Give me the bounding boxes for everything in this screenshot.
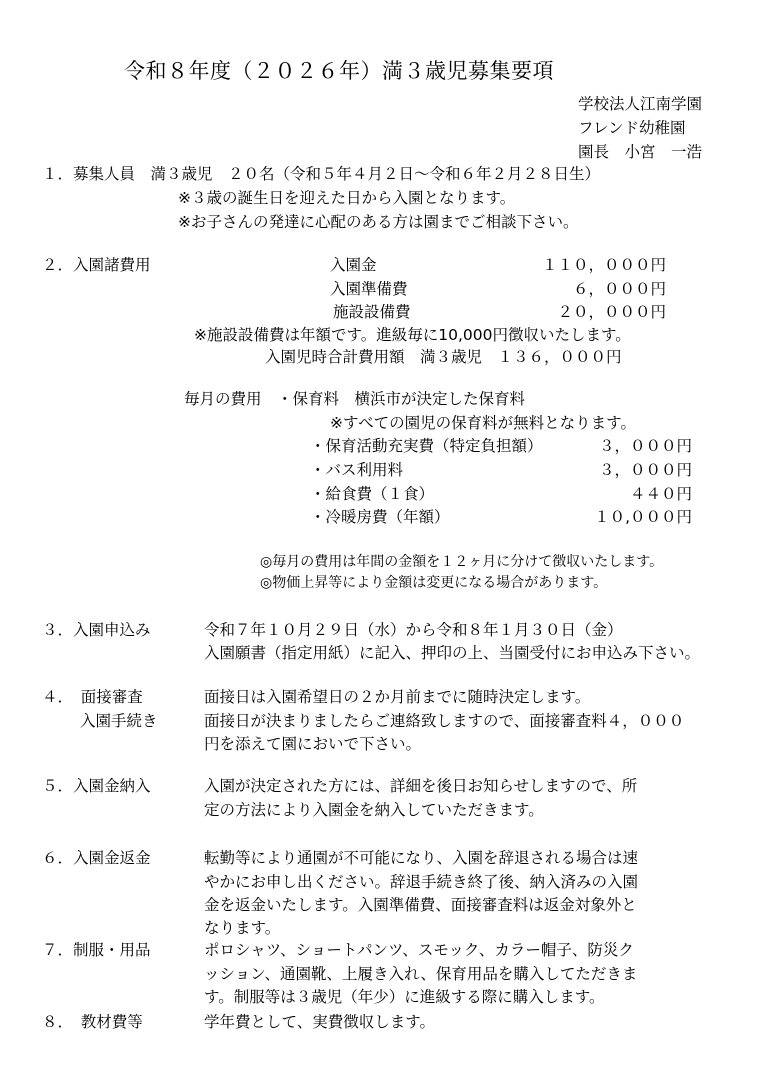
school-name: フレンド幼稚園 <box>578 119 686 137</box>
section-7-line-3: す。制服等は３歳児（年少）に進級する際に購入します。 <box>204 988 605 1006</box>
monthly-footnote-2: ◎物価上昇等により金額は変更になる場合があります。 <box>260 575 608 591</box>
fee-name: 入園準備費 <box>330 280 408 298</box>
fee-name: 入園金 <box>330 256 377 274</box>
section-6-line-2: やかにお申し出ください。辞退手続き終了後、納入済みの入園 <box>204 873 639 891</box>
fee-amount: ６，０００円 <box>572 280 666 298</box>
principal-name: 園長 小宮 一浩 <box>578 143 703 161</box>
section-4-line-3: 円を添えて園においで下さい。 <box>204 735 422 753</box>
monthly-footnote-1: ◎毎月の費用は年間の金額を１２ヶ月に分けて徴収いたします。 <box>260 554 664 570</box>
section-2-label: ２．入園諸費用 <box>42 256 151 274</box>
monthly-fee-name: ・保育活動充実費（特定負担額） <box>310 437 543 455</box>
school-corporation: 学校法人江南学園 <box>578 95 703 113</box>
monthly-fees-label: 毎月の費用 ・保育料 横浜市が決定した保育料 <box>184 390 526 408</box>
section-7-label: ７．制服・用品 <box>42 941 151 959</box>
section-1-note-2: ※お子さんの発達に心配のある方は園までご相談下さい。 <box>178 213 579 231</box>
monthly-fee-amount: １０,０００円 <box>594 508 692 526</box>
section-7-line-2: ッション、通園靴、上履き入れ、保育用品を購入してただきま <box>204 965 638 983</box>
section-6-line-1: 転勤等により通園が不可能になり、入園を辞退される場合は速 <box>204 849 639 867</box>
section-5-line-1: 入園が決定された方には、詳細を後日お知らせしますので、所 <box>204 777 638 795</box>
section-5-line-2: 定の方法により入園金を納入していただきます。 <box>204 801 544 819</box>
section-8-line-1: 学年費として、実費徴収します。 <box>204 1013 435 1031</box>
section-6-line-3: 金を返金いたします。入園準備費、面接審査料は返金対象外と <box>204 896 637 914</box>
section-7-line-1: ポロシャツ、ショートパンツ、スモック、カラー帽子、防災ク <box>204 941 634 959</box>
fee-amount: １１０，０００円 <box>541 256 666 274</box>
monthly-fee-name: ・給食費（１食） <box>310 485 435 503</box>
section-3-line-2: 入園願書（指定用紙）に記入、押印の上、当園受付にお申込み下さい。 <box>204 644 701 662</box>
section-3-line-1: 令和７年１０月２９日（水）から令和８年１月３０日（金） <box>204 621 623 639</box>
section-6-label: ６．入園金返金 <box>42 849 151 867</box>
facility-fee-note: ※施設設備費は年額です。進級毎に10,000円徴収いたします。 <box>194 326 631 344</box>
fee-name: 施設設備費 <box>333 303 411 321</box>
section-5-label: ５．入園金納入 <box>42 777 151 795</box>
section-4-label: ４． 面接審査 <box>42 688 143 706</box>
monthly-fee-amount: ４４０円 <box>629 485 692 503</box>
section-1-recruitment: １．募集人員 満３歳児 ２０名（令和５年４月２日～令和６年２月２８日生） <box>42 165 601 183</box>
section-4-line-2: 面接日が決まりましたらご連絡致しますので、面接審査料４，０００ <box>204 712 685 730</box>
section-4-label-2: 入園手続き <box>80 712 158 730</box>
document-title: 令和８年度（２０２６年）満３歳児募集要項 <box>124 59 554 83</box>
section-3-label: ３．入園申込み <box>42 621 151 639</box>
section-6-line-4: なります。 <box>204 919 281 937</box>
monthly-fee-name: ・冷暖房費（年額） <box>310 508 450 526</box>
section-8-label: ８． 教材費等 <box>42 1013 143 1031</box>
fee-amount: ２０，０００円 <box>557 303 666 321</box>
monthly-fee-amount: ３，０００円 <box>598 461 692 479</box>
section-4-line-1: 面接日は入園希望日の２か月前までに随時決定します。 <box>204 688 591 706</box>
monthly-fees-note: ※すべての園児の保育料が無料となります。 <box>330 414 636 432</box>
section-1-note-1: ※３歳の誕生日を迎えた日から入園となります。 <box>178 189 516 207</box>
monthly-fee-amount: ３，０００円 <box>598 437 692 455</box>
monthly-fee-name: ・バス利用料 <box>310 461 404 479</box>
total-fee: 入園児時合計費用額 満３歳児 １３６，０００円 <box>265 348 622 366</box>
